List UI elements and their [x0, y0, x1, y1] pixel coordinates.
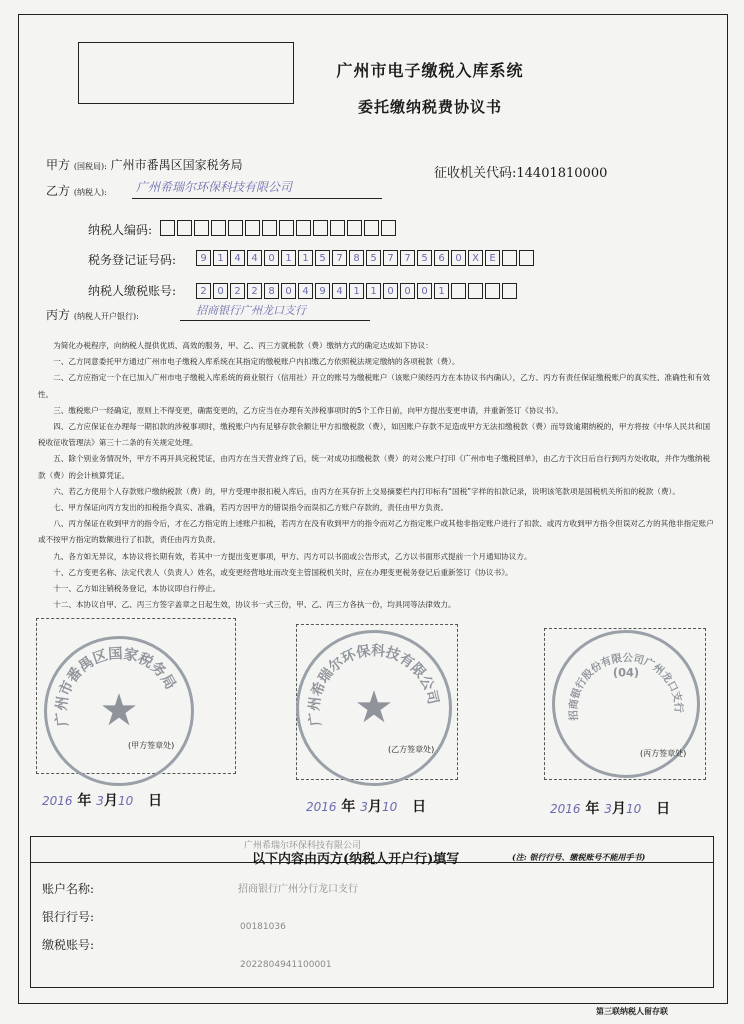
party-b-label: 乙方: [46, 184, 71, 198]
char-box: 0: [264, 250, 279, 266]
char-box: [485, 283, 500, 299]
party-c-label: 丙方: [46, 308, 71, 322]
party-b-row: [46, 182, 107, 199]
code-label: 征收机关代码:: [434, 166, 517, 181]
char-box: 0: [451, 250, 466, 266]
tax-reg-label: 税务登记证号码:: [88, 253, 177, 267]
char-box: 9: [196, 250, 211, 266]
code-value: 14401810000: [516, 166, 608, 181]
char-box: 4: [298, 283, 313, 299]
term-paragraph: 七、甲方保证向丙方发出的扣税指令真实、准确，若丙方因甲方的错误指令而误扣乙方账户存款的，责任由甲方负责。: [53, 503, 449, 513]
char-box: 1: [366, 283, 381, 299]
char-box: 0: [213, 283, 228, 299]
char-box: 2: [196, 283, 211, 299]
term-paragraph: 二、乙方应指定一个在已加入广州市电子缴税入库系统的商业银行（信用社）开立的账号为缴税账户（该账户须经丙方在本协议书内确认），乙方、丙方有责任保证缴税账户的真实性、准确性和有效性。: [38, 373, 711, 399]
char-box: [468, 283, 483, 299]
party-a-row: [46, 156, 243, 173]
term-paragraph: 五、除个别业务情况外，甲方不再开具完税凭证，由丙方在当天营业终了后，统一对成功扣缴税款（费）的对公账户打印《广州市电子缴税回单》，由乙方于次日后自行到丙方处收取，并作为缴纳税款（费）的会计核算凭证。: [38, 454, 711, 480]
svg-text:招商银行股份有限公司广州龙口支行: [566, 651, 685, 722]
term-paragraph: 十、乙方变更名称、法定代表人（负责人）姓名，或变更经营地址而改变主管国税机关时，应在办理变更税务登记后重新签订《协议书》。: [53, 567, 513, 577]
year-label: 年: [77, 793, 92, 809]
month-label: 月: [367, 799, 382, 815]
date-c-day: 10: [625, 802, 642, 816]
char-box: [381, 220, 396, 236]
char-box: 4: [230, 250, 245, 266]
party-c-value: 招商银行广州龙口支行: [196, 304, 306, 317]
month-label: 月: [611, 801, 626, 817]
bank-no-label: 银行行号:: [42, 910, 95, 924]
taxpayer-code-boxes: [160, 220, 396, 236]
char-box: 5: [315, 250, 330, 266]
char-box: 0: [383, 283, 398, 299]
month-label: 月: [103, 793, 118, 809]
bank-section-title: 以下内容由丙方(纳税人开户行)填写: [252, 852, 460, 867]
tax-account-label: 纳税人缴税账号:: [88, 284, 177, 298]
char-box: [245, 220, 260, 236]
party-b-role: (纳税人):: [73, 188, 107, 197]
account-name-label: 账户名称:: [42, 882, 95, 896]
char-box: 0: [281, 283, 296, 299]
date-b-year: 2016: [306, 800, 337, 814]
star-icon: ★: [354, 682, 394, 733]
char-box: [279, 220, 294, 236]
tax-account-label-bank: 缴税账号:: [42, 938, 95, 952]
date-a-day: 10: [117, 794, 134, 808]
party-b-value: 广州希瑞尔环保科技有限公司: [136, 180, 293, 194]
day-label: 日: [656, 801, 671, 817]
char-box: E: [485, 250, 500, 266]
char-box: 0: [400, 283, 415, 299]
char-box: [296, 220, 311, 236]
bank-no-value: 00181036: [240, 922, 286, 932]
day-label: 日: [412, 799, 427, 815]
char-box: [177, 220, 192, 236]
term-paragraph: 一、乙方同意委托甲方通过广州市电子缴税入库系统在其指定的缴税账户内扣缴乙方依照税法规定缴纳的各项税款（费）。: [53, 357, 460, 367]
seal-b-caption: (乙方签章处): [388, 745, 435, 754]
bank-stamp-text: 广州希瑞尔环保科技有限公司: [244, 841, 362, 851]
char-box: 1: [213, 250, 228, 266]
taxpayer-code-label: 纳税人编码:: [88, 223, 153, 237]
party-b-underline: [132, 198, 382, 199]
account-name-value: 招商银行广州分行龙口支行: [238, 884, 358, 895]
seal-c-caption: (丙方签章处): [640, 749, 687, 758]
term-paragraph: 十一、乙方如注销税务登记，本协议即自行停止。: [53, 584, 221, 594]
char-box: 9: [315, 283, 330, 299]
char-box: 8: [264, 283, 279, 299]
party-c-row: [46, 306, 139, 323]
char-box: [519, 250, 534, 266]
date-a-month: 3: [96, 794, 104, 808]
party-c-underline: [180, 320, 370, 321]
agreement-terms: [38, 338, 714, 613]
blank-box: [78, 42, 294, 104]
copy-label: 第三联纳税人留存联: [596, 1007, 668, 1016]
char-box: 1: [434, 283, 449, 299]
day-label: 日: [148, 793, 163, 809]
star-icon: ★: [99, 685, 139, 736]
date-a-year: 2016: [42, 794, 73, 808]
date-b-month: 3: [360, 800, 368, 814]
seal-a: [44, 636, 194, 786]
tax-reg-boxes: [196, 250, 534, 266]
char-box: [330, 220, 345, 236]
char-box: 7: [332, 250, 347, 266]
char-box: 2: [247, 283, 262, 299]
char-box: [502, 250, 517, 266]
date-c: [550, 798, 670, 818]
term-paragraph: 四、乙方应保证在办理每一期扣款的涉税事项时，缴税账户内有足够存款余额让甲方扣缴税款（费），如因账户存款不足造成甲方无法扣缴税款（费）而导致逾期纳税的，甲方将按《中华人民共和国税收征收管理法》第三十二条的有关规定处理。: [38, 422, 711, 448]
bank-section-note: (注: 银行行号、缴税账号不能用手书): [512, 852, 646, 862]
char-box: [228, 220, 243, 236]
char-box: 0: [417, 283, 432, 299]
char-box: 6: [434, 250, 449, 266]
tax-account-boxes: [196, 283, 517, 299]
seal-b-text: 广州希瑞尔环保科技有限公司: [306, 642, 441, 727]
char-box: 7: [400, 250, 415, 266]
char-box: 5: [417, 250, 432, 266]
char-box: [262, 220, 277, 236]
collection-code: [434, 162, 607, 181]
char-box: [347, 220, 362, 236]
char-box: [451, 283, 466, 299]
seal-b: [296, 630, 452, 786]
term-paragraph: 九、各方如无异议，本协议将长期有效，若其中一方提出变更事项，甲方、丙方可以书面或公告形式，乙方以书面形式提前一个月通知协议方。: [53, 551, 532, 561]
char-box: 2: [230, 283, 245, 299]
char-box: [364, 220, 379, 236]
char-box: [211, 220, 226, 236]
party-a-value: 广州市番禺区国家税务局: [110, 158, 243, 172]
char-box: 4: [247, 250, 262, 266]
date-a: [42, 790, 162, 810]
term-paragraph: 六、若乙方使用个人存款账户缴纳税款（费）的，甲方受理申报扣税入库后，由丙方在其存折上交易摘要栏内打印标有“国税”字样的扣款记录，说明该笔款项是国税机关所扣的税款（费）。: [53, 486, 680, 496]
tax-account-value: 2022804941100001: [240, 960, 332, 970]
char-box: 1: [298, 250, 313, 266]
char-box: 1: [281, 250, 296, 266]
year-label: 年: [585, 801, 600, 817]
char-box: 5: [366, 250, 381, 266]
term-paragraph: 三、缴税账户一经确定，原则上不得变更，确需变更的，乙方应当在办理有关涉税事项时的5个工作日前，向甲方提出变更申请，并重新签订《协议书》。: [53, 405, 563, 415]
year-label: 年: [341, 799, 356, 815]
char-box: [313, 220, 328, 236]
char-box: [160, 220, 175, 236]
doc-title: 广州市电子缴税入库系统: [336, 61, 524, 80]
date-c-month: 3: [604, 802, 612, 816]
term-paragraph: 八、丙方保证在收到甲方的指令后，才在乙方指定的上述账户扣税，若丙方在没有收到甲方的指令而对乙方指定账户或其他非指定账户进行了扣款、或丙方收到甲方指令但误对乙方的其他非指定账户或不按甲方指定的数额进行了扣款，责任由丙方负责。: [38, 519, 714, 545]
seal-a-text: 广州市番禺区国家税务局: [53, 646, 179, 728]
char-box: 4: [332, 283, 347, 299]
char-box: X: [468, 250, 483, 266]
char-box: [194, 220, 209, 236]
seal-c-text: 招商银行股份有限公司广州龙口支行: [567, 652, 685, 722]
term-paragraph: 为简化办税程序，向纳税人提供优质、高效的服务，甲、乙、丙三方就税款（费）缴纳方式的确定达成如下协议：: [53, 341, 433, 350]
char-box: 7: [383, 250, 398, 266]
char-box: 8: [349, 250, 364, 266]
date-c-year: 2016: [550, 802, 581, 816]
seal-a-caption: (甲方签章处): [128, 741, 175, 750]
seal-c-sub: (04): [612, 665, 640, 680]
party-a-label: 甲方: [46, 158, 71, 172]
char-box: 1: [349, 283, 364, 299]
term-paragraph: 十二、本协议自甲、乙、丙三方签字盖章之日起生效，协议书一式三份，甲、乙、丙三方各执一份，均具同等法律效力。: [53, 600, 456, 610]
party-a-role: (国税局):: [73, 162, 107, 171]
date-b-day: 10: [381, 800, 398, 814]
date-b: [306, 796, 426, 816]
doc-subtitle: 委托缴纳税费协议书: [357, 98, 502, 116]
party-c-role: (纳税人开户银行):: [73, 312, 139, 321]
char-box: [502, 283, 517, 299]
